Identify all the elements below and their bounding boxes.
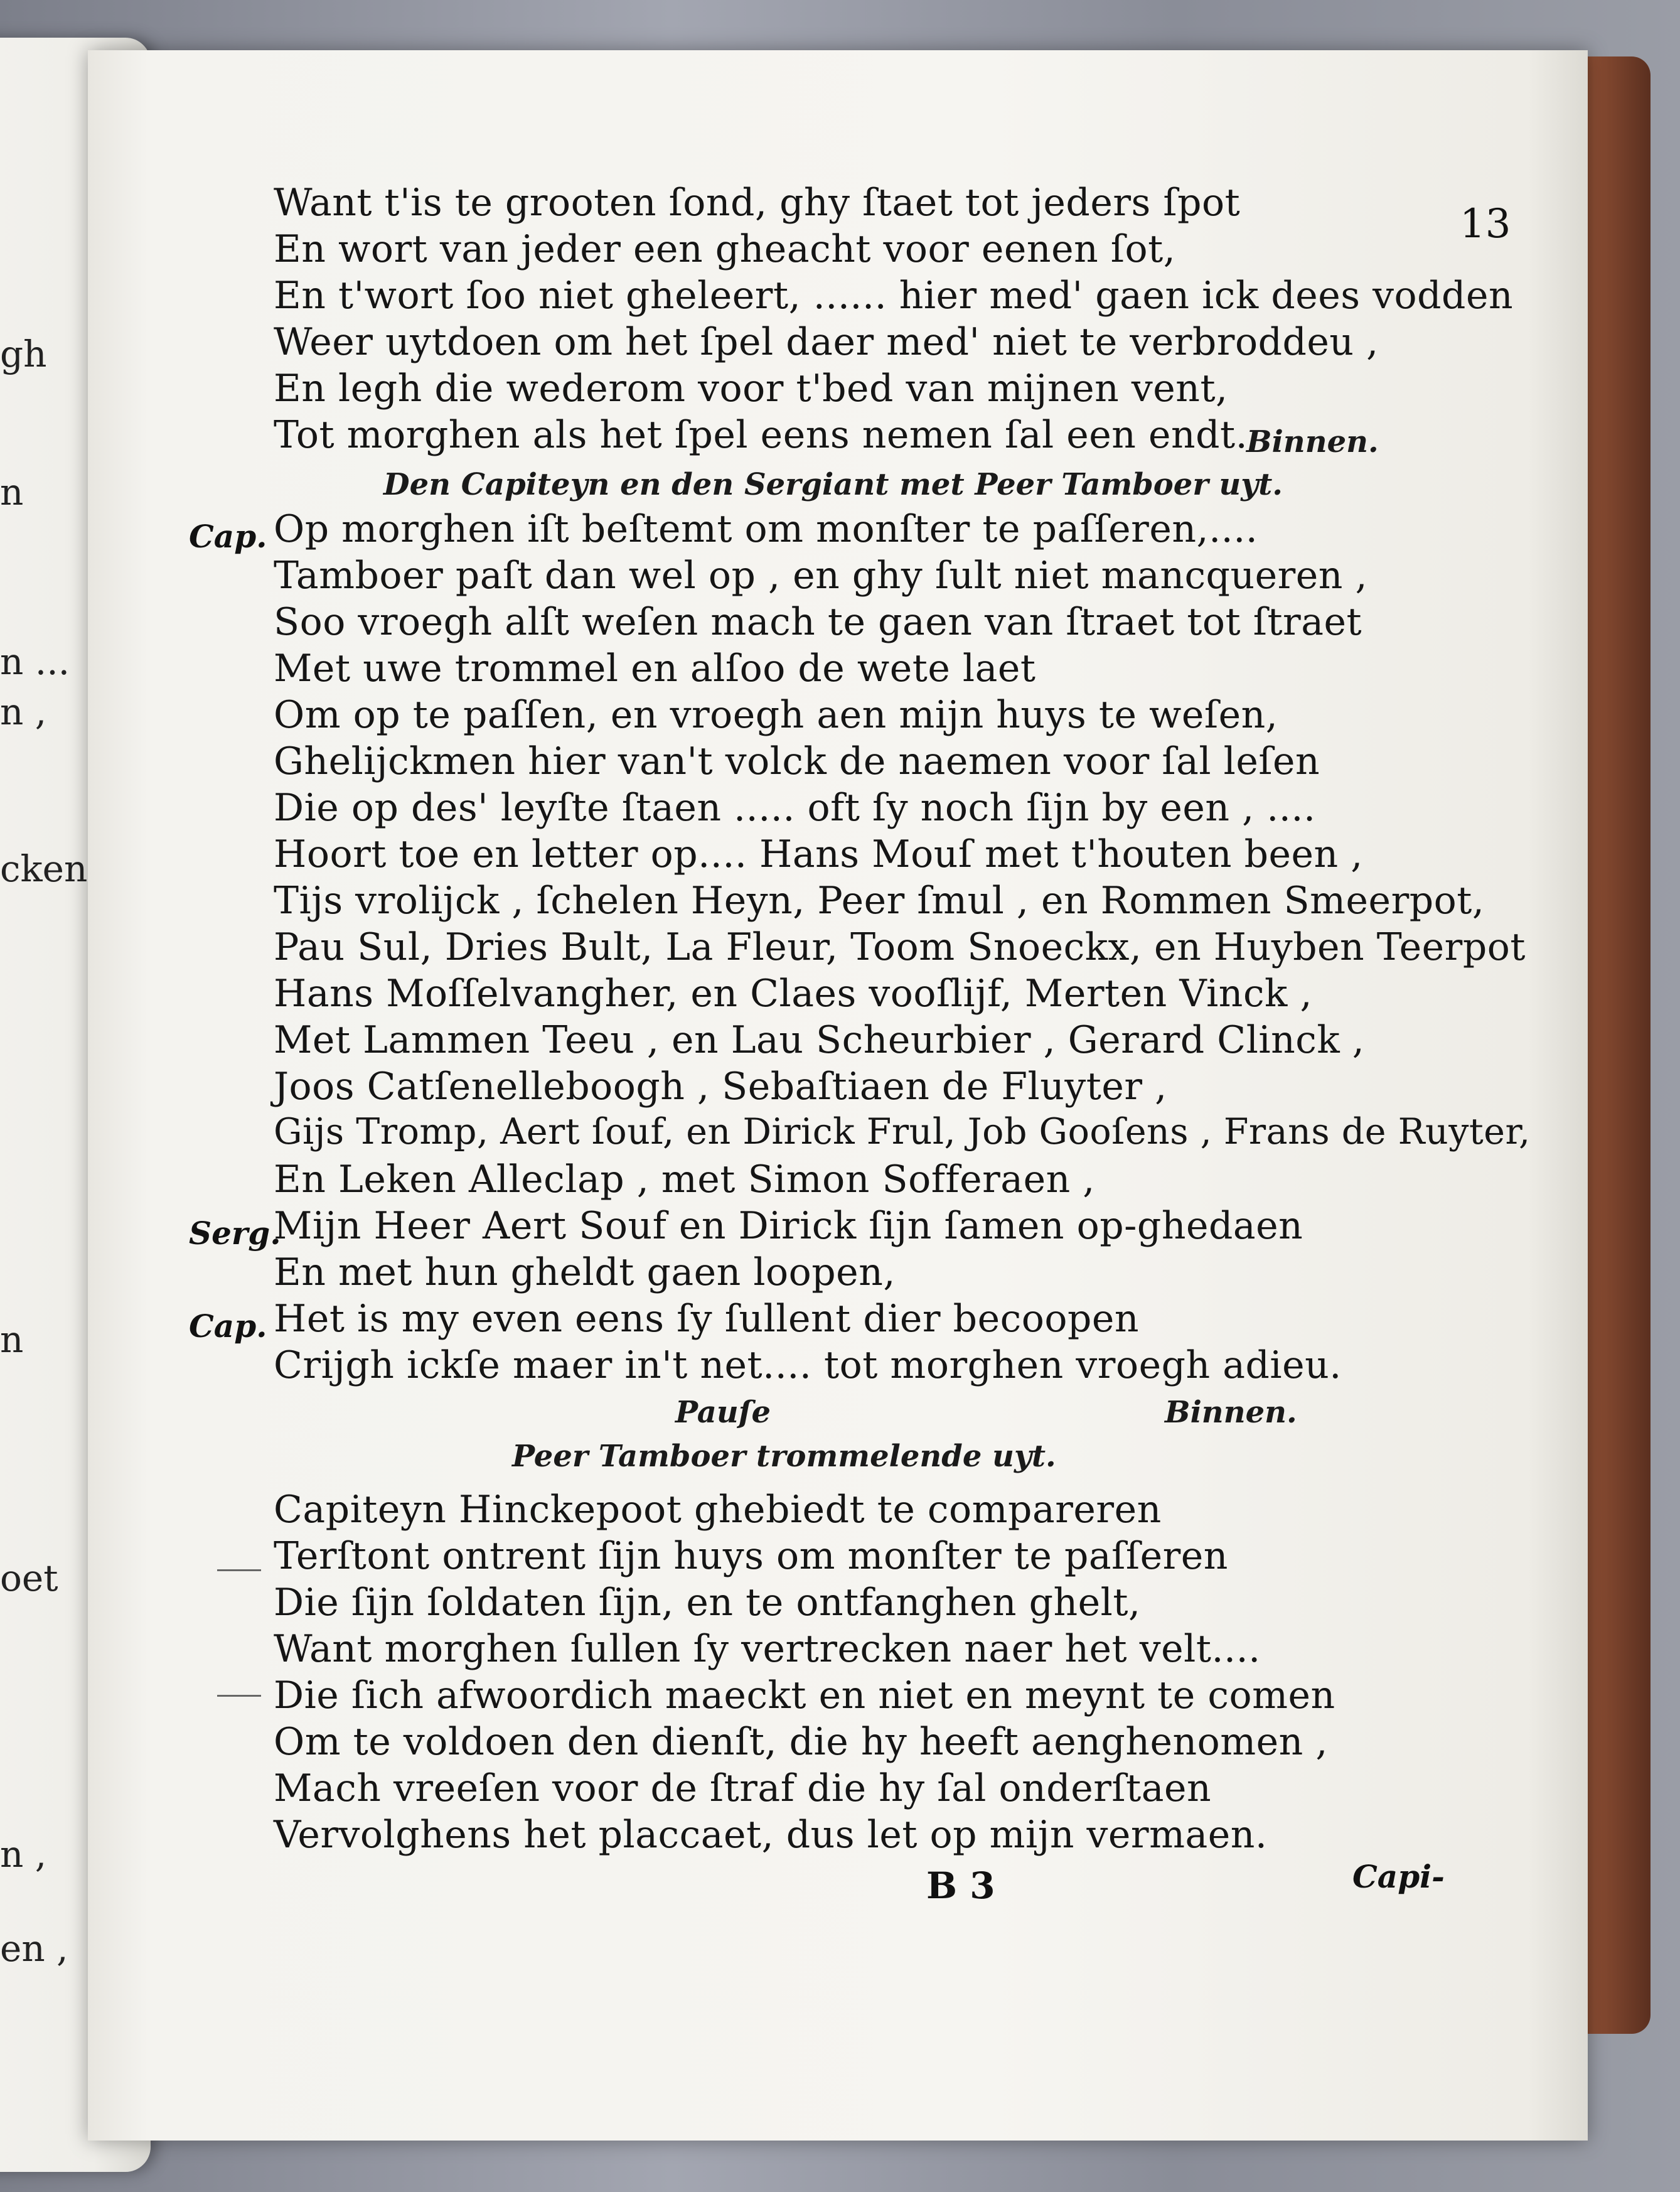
- dialogue-line: En met hun gheldt gaen loopen,: [274, 1250, 896, 1294]
- verse-line: En t'wort ſoo niet gheleert, ...... hier med' gaen ick dees vodden: [274, 274, 1514, 318]
- stage-direction: Peer Tamboer trommelende uyt.: [512, 1439, 1056, 1474]
- verse-line: Tot morghen als het ſpel eens nemen ſal een endt.: [274, 413, 1248, 457]
- exit-direction: Binnen.: [1165, 1395, 1297, 1430]
- proclamation-line: Terſtont ontrent ſijn huys om monſter te paſſeren: [274, 1534, 1228, 1578]
- dialogue-line: Ghelijckmen hier van't volck de naemen voor ſal leſen: [274, 739, 1320, 783]
- proclamation-line: Capiteyn Hinckepoot ghebiedt te compareren: [274, 1488, 1162, 1532]
- dialogue-line: Hans Moſſelvangher, en Claes vooſlijf, Merten Vinck ,: [274, 972, 1313, 1016]
- speaker-label: Cap.: [189, 518, 267, 555]
- margin-pen-mark: [217, 1569, 261, 1571]
- margin-pen-mark: [217, 1695, 261, 1697]
- book-page: [88, 50, 1588, 2141]
- stage-direction: Den Capiteyn en den Sergiant met Peer Tamboer uyt.: [383, 467, 1283, 502]
- catchword: Capi-: [1352, 1858, 1445, 1895]
- dialogue-line: Het is my even eens ſy ſullent dier becoopen: [274, 1297, 1140, 1341]
- dialogue-line: Op morghen iſt beſtemt om monſter te paſſeren,....: [274, 507, 1258, 551]
- proclamation-line: Vervolghens het placcaet, dus let op mijn vermaen.: [274, 1813, 1268, 1857]
- left-page-fragment: n ...: [0, 640, 70, 683]
- left-page-fragment: n ,: [0, 1833, 47, 1876]
- verse-line: En wort van jeder een gheacht voor eenen ſot,: [274, 227, 1176, 271]
- dialogue-line: Mijn Heer Aert Souf en Dirick ſijn ſamen op-ghedaen: [274, 1204, 1303, 1248]
- dialogue-line: Joos Catſenelleboogh , Sebaſtiaen de Fluyter ,: [274, 1065, 1167, 1109]
- dialogue-line: Tijs vrolijck , ſchelen Heyn, Peer ſmul , en Rommen Smeerpot,: [274, 879, 1485, 923]
- left-page-fragment: n: [0, 471, 24, 513]
- left-page-fragment: n: [0, 1318, 24, 1361]
- verse-line: En legh die wederom voor t'bed van mijnen vent,: [274, 367, 1228, 411]
- dialogue-line: Crijgh ickſe maer in't net.... tot morghen vroegh adieu.: [274, 1343, 1342, 1387]
- proclamation-line: Want morghen ſullen ſy vertrecken naer het velt....: [274, 1627, 1261, 1671]
- dialogue-line: Soo vroegh alſt weſen mach te gaen van ſtraet tot ſtraet: [274, 600, 1362, 644]
- dialogue-line: Met Lammen Teeu , en Lau Scheurbier , Gerard Clinck ,: [274, 1018, 1365, 1062]
- proclamation-line: Die ſijn ſoldaten ſijn, en te ontfanghen ghelt,: [274, 1581, 1141, 1625]
- proclamation-line: Om te voldoen den dienſt, die hy heeft aenghenomen ,: [274, 1720, 1328, 1764]
- dialogue-line: Die op des' leyſte ſtaen ..... oft ſy noch ſijn by een , ....: [274, 786, 1316, 830]
- dialogue-line: En Leken Alleclap , met Simon Sofferaen ,: [274, 1158, 1095, 1201]
- pause-direction: Pauſe: [675, 1395, 771, 1430]
- proclamation-line: Mach vreeſen voor de ſtraf die hy ſal onderſtaen: [274, 1766, 1212, 1810]
- page-number: 13: [1460, 201, 1511, 247]
- dialogue-line: Tamboer paſt dan wel op , en ghy ſult niet mancqueren ,: [274, 554, 1368, 598]
- proclamation-line: Die ſich afwoordich maeckt en niet en meynt te comen: [274, 1674, 1335, 1717]
- left-page-fragment: gh: [0, 333, 47, 375]
- dialogue-line: Hoort toe en letter op.... Hans Mouſ met t'houten been ,: [274, 832, 1363, 876]
- dialogue-line: Om op te paſſen, en vroegh aen mijn huys te weſen,: [274, 693, 1278, 737]
- left-page-fragment: oet: [0, 1557, 58, 1599]
- dialogue-line: Gijs Tromp, Aert ſouf, en Dirick Frul, Job Gooſens , Frans de Ruyter,: [274, 1111, 1531, 1152]
- signature-mark: B 3: [926, 1864, 995, 1907]
- left-page-fragment: n ,: [0, 690, 47, 733]
- speaker-label: Serg.: [189, 1215, 281, 1252]
- left-page-fragment: cken: [0, 847, 88, 890]
- speaker-label: Cap.: [189, 1308, 267, 1345]
- exit-direction: Binnen.: [1246, 424, 1379, 459]
- verse-line: Weer uytdoen om het ſpel daer med' niet te verbroddeu ,: [274, 320, 1379, 364]
- dialogue-line: Pau Sul, Dries Bult, La Fleur, Toom Snoeckx, en Huyben Teerpot: [274, 925, 1526, 969]
- dialogue-line: Met uwe trommel en alſoo de wete laet: [274, 647, 1036, 690]
- verse-line: Want t'is te grooten ſond, ghy ſtaet tot jeders ſpot: [274, 181, 1241, 225]
- left-page-fragment: en ,: [0, 1927, 68, 1970]
